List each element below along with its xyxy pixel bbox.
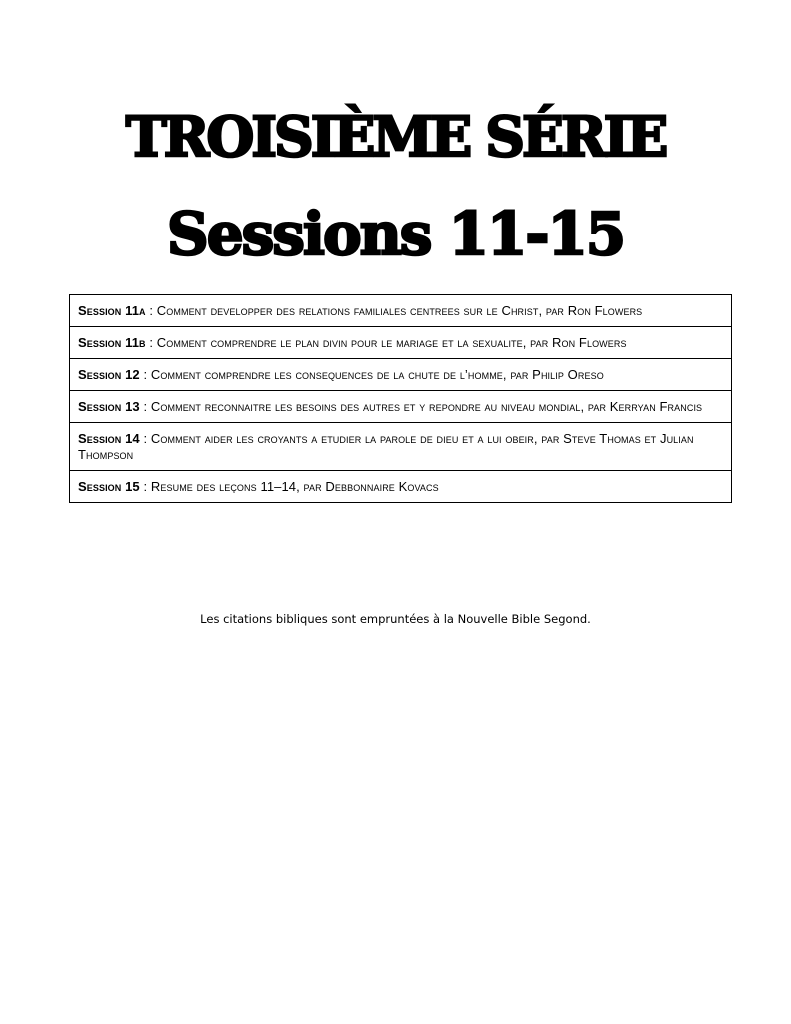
sessions-table [69, 294, 732, 503]
session-id: Session 14 [78, 431, 140, 446]
session-row-13 [70, 391, 731, 423]
session-separator: : [139, 399, 151, 414]
session-row-12 [70, 359, 731, 391]
session-id: Session 15 [78, 479, 140, 494]
session-separator: : [145, 335, 157, 350]
session-separator: : [139, 367, 151, 382]
session-row-11b [70, 327, 731, 359]
session-row-11a [70, 295, 731, 327]
sessions-title: Sessions 11-15 [166, 200, 625, 268]
session-separator: : [139, 479, 151, 494]
session-text: Comment comprendre les consequences de la chute de l’homme, par Philip Oreso [150, 367, 604, 382]
session-text: Comment aider les croyants a etudier la parole de dieu et a lui obeir, par Steve Thomas et Julian Thompson [78, 431, 694, 462]
session-id: Session 13 [78, 399, 140, 414]
session-row-14 [70, 423, 731, 471]
session-text: Comment reconnaitre les besoins des autres et y repondre au niveau mondial, par Kerryan Francis [150, 399, 703, 414]
session-row-15 [70, 471, 731, 503]
session-id: Session 11a [78, 303, 146, 318]
session-separator: : [145, 303, 157, 318]
session-separator: : [139, 431, 151, 446]
session-text: Resume des leçons 11–14, par Debbonnaire Kovacs [150, 479, 439, 494]
session-text: Comment developper des relations familiales centrees sur le Christ, par Ron Flowers [156, 303, 643, 318]
session-id: Session 12 [78, 367, 140, 382]
series-title: TROISIÈME SÉRIE [125, 104, 666, 169]
session-text: Comment comprendre le plan divin pour le mariage et la sexualite, par Ron Flowers [156, 335, 627, 350]
bible-citation-note: Les citations bibliques sont empruntées à la Nouvelle Bible Segond. [200, 612, 591, 626]
session-id: Session 11b [78, 335, 146, 350]
